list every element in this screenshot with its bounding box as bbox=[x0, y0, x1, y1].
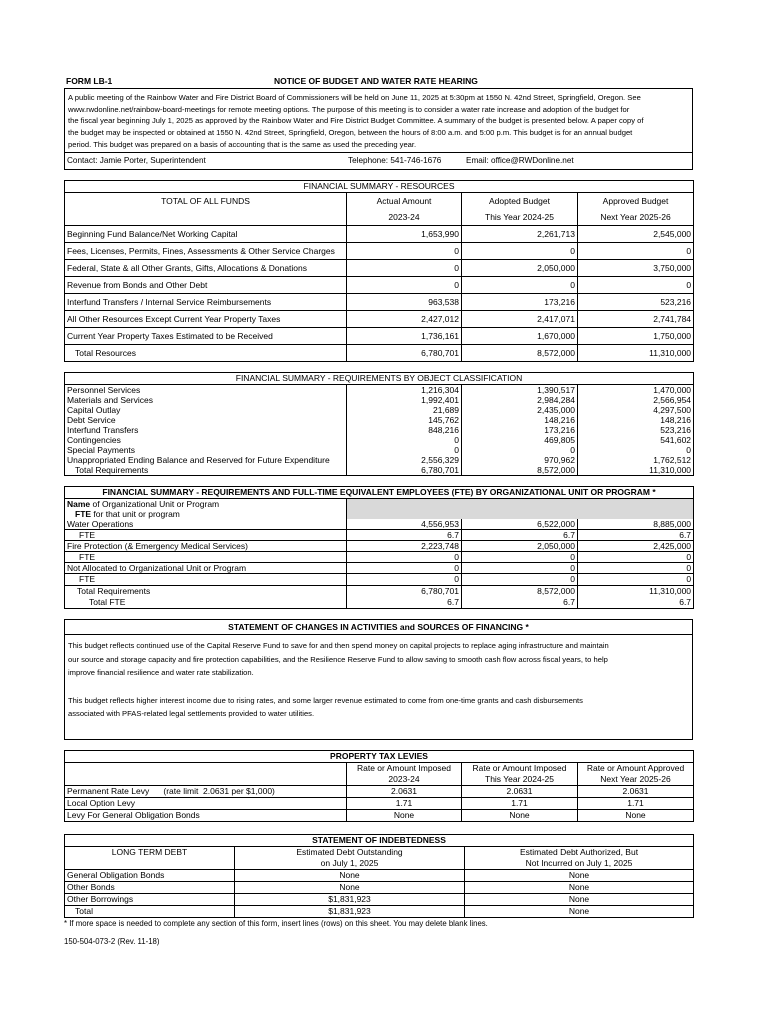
resources-title: FINANCIAL SUMMARY - RESOURCES bbox=[65, 181, 694, 193]
form-title: NOTICE OF BUDGET AND WATER RATE HEARING bbox=[274, 76, 478, 86]
total-row: Total Requirements 6,780,701 8,572,000 11,310,000 bbox=[65, 586, 694, 598]
resources-col1b: 2023-24 bbox=[347, 209, 462, 226]
table-row: Unappropriated Ending Balance and Reserved for Future Expenditure 2,556,329 970,962 1,762,512 bbox=[65, 455, 694, 465]
tax-col2b: This Year 2024-25 bbox=[462, 774, 578, 786]
table-row: Other Bonds None None bbox=[65, 882, 694, 894]
total-row: Total Requirements 6,780,701 8,572,000 11,310,000 bbox=[65, 465, 694, 476]
resources-col3b: Next Year 2025-26 bbox=[578, 209, 694, 226]
changes-line: associated with PFAS-related legal settlements provided to water utilities. bbox=[68, 709, 315, 718]
intro-paragraph bbox=[64, 88, 693, 152]
table-row: Interfund Transfers 848,216 173,216 523,216 bbox=[65, 425, 694, 435]
table-row: Water Operations 4,556,953 6,522,000 8,885,000 bbox=[65, 519, 694, 530]
table-row: Permanent Rate Levy (rate limit 2.0631 per $1,000) 2.0631 2.0631 2.0631 bbox=[65, 786, 694, 798]
debt-title: STATEMENT OF INDEBTEDNESS bbox=[65, 835, 694, 847]
table-row: Materials and Services 1,992,401 2,984,284 2,566,954 bbox=[65, 395, 694, 405]
table-row: Current Year Property Taxes Estimated to be Received 1,736,161 1,670,000 1,750,000 bbox=[65, 328, 694, 345]
form-id: FORM LB-1 bbox=[66, 76, 113, 86]
total-fte-row: Total FTE 6.7 6.7 6.7 bbox=[65, 597, 694, 609]
changes-line: improve financial resilience and water rate stabilization. bbox=[68, 668, 254, 677]
tax-title: PROPERTY TAX LEVIES bbox=[65, 751, 694, 763]
changes-statement bbox=[64, 634, 693, 740]
tax-col3b: Next Year 2025-26 bbox=[578, 774, 694, 786]
changes-line: This budget reflects continued use of the Capital Reserve Fund to save for and then spend money on capital projects to replace aging infrastructure and maintain bbox=[68, 641, 609, 650]
intro-line: period. This budget was prepared on a basis of accounting that is the same as used the preceding year. bbox=[68, 139, 417, 149]
tax-col2a: Rate or Amount Imposed bbox=[462, 763, 578, 775]
total-row: Total $1,831,923 None bbox=[65, 906, 694, 918]
tax-col1a: Rate or Amount Imposed bbox=[347, 763, 462, 775]
total-row: Total Resources 6,780,701 8,572,000 11,310,000 bbox=[65, 345, 694, 362]
debt-col0: LONG TERM DEBT bbox=[111, 847, 188, 857]
intro-line: the budget may be inspected or obtained at 1550 N. 42nd Street, Springfield, Oregon, between the hours of 8:00 a.m. and 5:00 p.m. This budget is for an annual budget bbox=[68, 128, 633, 138]
table-row: Interfund Transfers / Internal Service Reimbursements 963,538 173,216 523,216 bbox=[65, 294, 694, 311]
table-row: Not Allocated to Organizational Unit or Program 0 0 0 bbox=[65, 563, 694, 574]
table-row: FTE 0 0 0 bbox=[65, 552, 694, 563]
table-row: Debt Service 145,762 148,216 148,216 bbox=[65, 415, 694, 425]
table-row: Other Borrowings $1,831,923 None bbox=[65, 894, 694, 906]
contact-name: Contact: Jamie Porter, Superintendent bbox=[67, 156, 206, 165]
tax-table bbox=[64, 750, 694, 822]
changes-line: This budget reflects higher interest income due to rising rates, and some larger revenue estimated to come from one-time grants and cash disbursements bbox=[68, 695, 583, 705]
resources-col3a: Approved Budget bbox=[578, 193, 694, 210]
requirements-table bbox=[64, 372, 694, 476]
fte-name-header: Name of Organizational Unit or Program bbox=[67, 499, 220, 509]
table-row: FTE 6.7 6.7 6.7 bbox=[65, 530, 694, 541]
table-row: All Other Resources Except Current Year Property Taxes 2,427,012 2,417,071 2,741,784 bbox=[65, 311, 694, 328]
resources-col2b: This Year 2024-25 bbox=[462, 209, 578, 226]
contact-row bbox=[64, 152, 693, 170]
table-row: FTE 0 0 0 bbox=[65, 574, 694, 586]
fte-title: FINANCIAL SUMMARY - REQUIREMENTS AND FULL-TIME EQUIVALENT EMPLOYEES (FTE) BY ORGANIZATIONAL UNIT OR PROGRAM * bbox=[65, 487, 694, 499]
table-row: Capital Outlay 21,689 2,435,000 4,297,500 bbox=[65, 405, 694, 415]
requirements-title: FINANCIAL SUMMARY - REQUIREMENTS BY OBJECT CLASSIFICATION bbox=[65, 373, 694, 385]
table-row: General Obligation Bonds None None bbox=[65, 870, 694, 882]
fte-fte-header: FTE for that unit or program bbox=[75, 509, 180, 519]
table-row: Local Option Levy 1.71 1.71 1.71 bbox=[65, 798, 694, 810]
table-row: Fees, Licenses, Permits, Fines, Assessments & Other Service Charges 0 0 0 bbox=[65, 243, 694, 260]
footnote: * If more space is needed to complete any section of this form, insert lines (rows) on this sheet. You may delete blank lines. bbox=[64, 919, 488, 928]
table-row: Federal, State & all Other Grants, Gifts, Allocations & Donations 0 2,050,000 3,750,000 bbox=[65, 260, 694, 277]
fte-table bbox=[64, 486, 694, 609]
table-row: Special Payments 0 0 0 bbox=[65, 445, 694, 455]
form-header bbox=[64, 74, 693, 88]
intro-line: www.rwdonline.net/rainbow-board-meetings for remote meeting options. The purpose of this meeting is to consider a water rate increase and adoption of the budget for bbox=[68, 104, 630, 114]
contact-email[interactable]: Email: office@RWDonline.net bbox=[466, 156, 574, 165]
resources-table bbox=[64, 180, 694, 362]
resources-col0: TOTAL OF ALL FUNDS bbox=[161, 195, 250, 206]
table-row: Revenue from Bonds and Other Debt 0 0 0 bbox=[65, 277, 694, 294]
table-row: Contingencies 0 469,805 541,602 bbox=[65, 435, 694, 445]
changes-line: our source and storage capacity and fire protection capabilities, and the Resilience Reserve Fund to allow saving to smooth cash flow across fiscal years, to help bbox=[68, 654, 608, 664]
table-row: Beginning Fund Balance/Net Working Capital 1,653,990 2,261,713 2,545,000 bbox=[65, 226, 694, 243]
intro-line: the fiscal year beginning July 1, 2025 as approved by the Rainbow Water and Fire District Budget Committee. A summary of the budget is presented below. A paper copy of bbox=[68, 116, 644, 126]
form-page bbox=[64, 74, 693, 928]
debt-table bbox=[64, 834, 694, 918]
resources-col1a: Actual Amount bbox=[347, 193, 462, 210]
form-number: 150-504-073-2 (Rev. 11-18) bbox=[64, 937, 160, 946]
table-row: Levy For General Obligation Bonds None None None bbox=[65, 810, 694, 822]
resources-col2a: Adopted Budget bbox=[462, 193, 578, 210]
contact-phone: Telephone: 541-746-1676 bbox=[348, 156, 442, 165]
debt-col1b: on July 1, 2025 bbox=[235, 858, 465, 870]
debt-col1a: Estimated Debt Outstanding bbox=[235, 847, 465, 859]
debt-col2a: Estimated Debt Authorized, But bbox=[465, 847, 694, 859]
table-row: Personnel Services 1,216,304 1,390,517 1,470,000 bbox=[65, 385, 694, 396]
table-row: Fire Protection (& Emergency Medical Services) 2,223,748 2,050,000 2,425,000 bbox=[65, 541, 694, 552]
tax-col1b: 2023-24 bbox=[347, 774, 462, 786]
tax-col3a: Rate or Amount Approved bbox=[578, 763, 694, 775]
intro-line: A public meeting of the Rainbow Water and Fire District Board of Commissioners will be held on June 11, 2025 at 5:30pm at 1550 N. 42nd Street, Springfield, Oregon. See bbox=[68, 93, 641, 102]
changes-title: STATEMENT OF CHANGES IN ACTIVITIES and SOURCES OF FINANCING * bbox=[64, 619, 693, 634]
debt-col2b: Not Incurred on July 1, 2025 bbox=[465, 858, 694, 870]
